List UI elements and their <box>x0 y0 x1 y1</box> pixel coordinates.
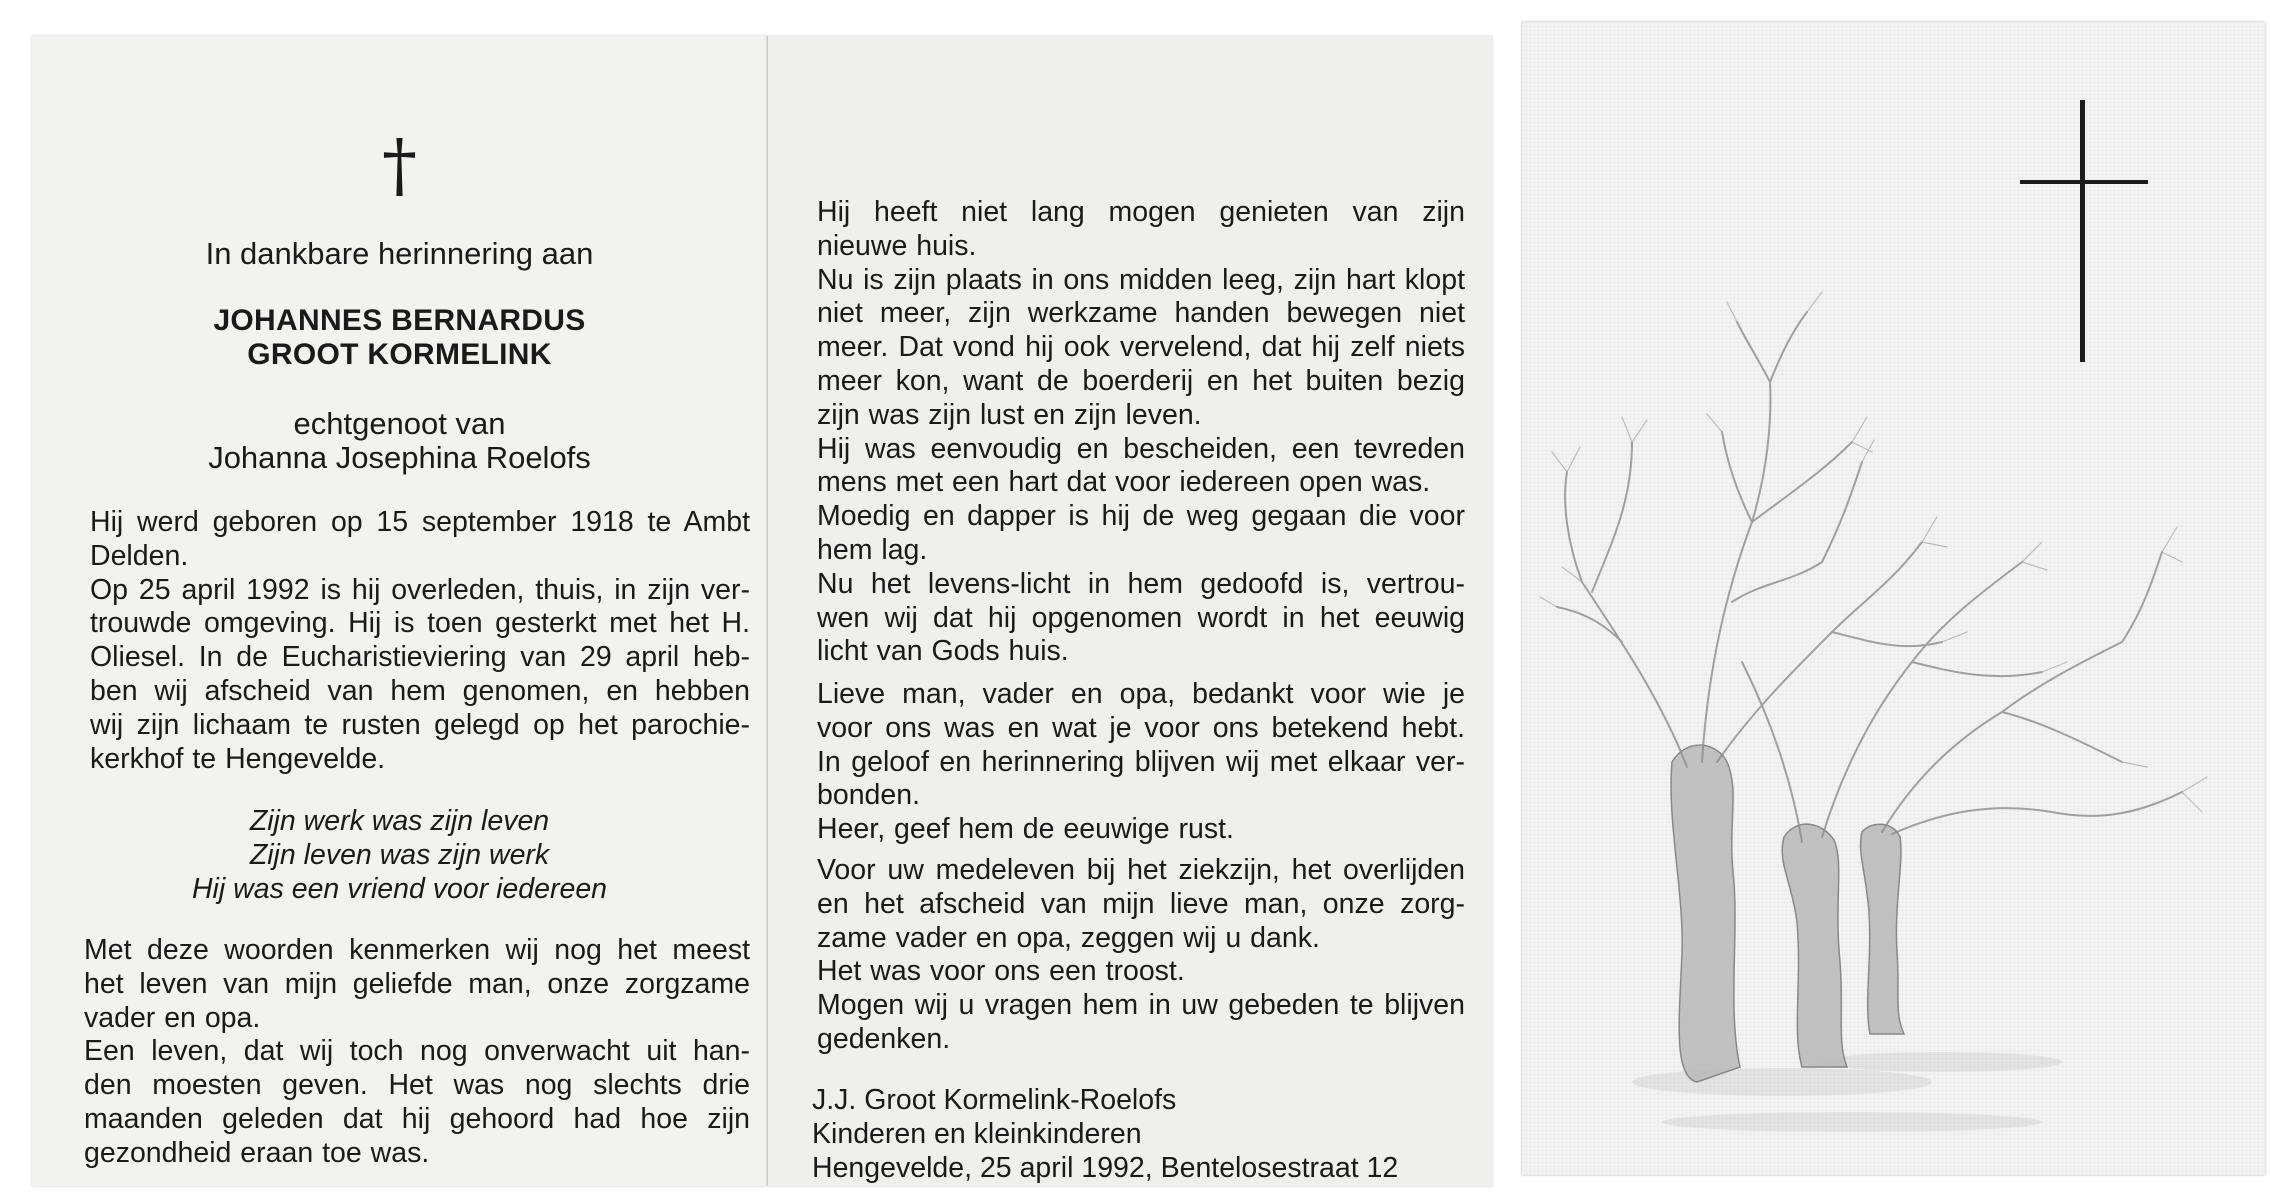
tree-branches <box>1557 312 2182 842</box>
poem-line: Zijn werk was zijn leven <box>249 805 550 837</box>
text-line: Nu het levens-licht in hem gedoofd is, vertrou- <box>817 567 1465 600</box>
text-line: hem lag. <box>817 533 928 566</box>
text-line: wij zijn lichaam te rusten gelegd op het parochie- <box>90 708 750 741</box>
spouse-label: echtgenoot van <box>293 406 506 441</box>
text-line: voor ons was en wat je voor ons betekend hebt. <box>817 711 1465 744</box>
widow-name: J.J. Groot Kormelink-Roelofs <box>812 1084 1177 1116</box>
text-line: het leven van mijn geliefde man, onze zorgzame <box>84 967 750 1000</box>
poem <box>32 804 767 906</box>
text-line: kerkhof te Hengevelde. <box>90 742 386 775</box>
text-line: Mogen wij u vragen hem in uw gebeden te blijven <box>817 989 1465 1022</box>
text-line: Hij heeft niet lang mogen genieten van zijn <box>817 196 1465 228</box>
signature-block <box>812 1083 1398 1185</box>
poem-line: Zijn leven was zijn werk <box>249 839 550 871</box>
text-line: licht van Gods huis. <box>817 635 1069 668</box>
text-line: Delden. <box>90 539 189 572</box>
text-line: meer kon, want de boerderij en het buiten bezig <box>817 364 1465 397</box>
text-line: Oliesel. In de Eucharistieviering van 29 april heb- <box>90 641 750 674</box>
text-line: Lieve man, vader en opa, bedankt voor wie je <box>817 678 1465 710</box>
text-line: Op 25 april 1992 is hij overleden, thuis, in zijn ver- <box>90 573 750 606</box>
text-line: vader en opa. <box>84 1001 261 1034</box>
text-line: wen wij dat hij opgenomen wordt in het eeuwig <box>817 601 1465 634</box>
card-cover <box>1522 22 2265 1175</box>
text-line: Nu is zijn plaats in ons midden leeg, zijn hart klopt <box>817 263 1465 296</box>
thanks-paragraph <box>817 854 1465 1057</box>
text-line: zijn was zijn lust en zijn leven. <box>817 398 1202 431</box>
text-line: Hij werd geboren op 15 september 1918 te Ambt <box>90 506 750 538</box>
text-line: maanden geleden dat hij gehoord had hoe zijn <box>84 1102 750 1135</box>
deceased-name-line1: JOHANNES BERNARDUS <box>213 304 586 337</box>
gratitude-paragraph <box>817 678 1465 847</box>
text-line: zame vader en opa, zeggen wij u dank. <box>817 921 1320 954</box>
card-fold-line <box>767 36 768 1186</box>
text-line: bonden. <box>817 779 921 812</box>
text-line: trouwde omgeving. Hij is toen gesterkt met het H. <box>90 607 750 640</box>
latin-cross-icon <box>2020 100 2148 362</box>
deceased-name-line2: GROOT KORMELINK <box>247 338 552 371</box>
place-date-address: Hengevelde, 25 april 1992, Bentelosestraat 12 <box>812 1152 1399 1184</box>
text-line: ben wij afscheid van hem genomen, en hebben <box>90 674 750 707</box>
text-line: den moesten geven. Het was nog slechts drie <box>84 1069 750 1102</box>
text-line: niet meer, zijn werkzame handen bewegen niet <box>817 297 1465 330</box>
text-line: gezondheid eraan toe was. <box>84 1136 430 1169</box>
memory-paragraph <box>817 196 1465 669</box>
bare-trees-illustration <box>1522 22 2265 1175</box>
card-page-left <box>32 36 767 1186</box>
text-line: Met deze woorden kenmerken wij nog het meest <box>84 934 750 966</box>
biography-paragraph <box>90 506 750 776</box>
text-line: mens met een hart dat voor iedereen open was. <box>817 466 1431 499</box>
spouse-name: Johanna Josephina Roelofs <box>208 440 591 475</box>
text-line: en het afscheid van mijn lieve man, onze zorg- <box>817 887 1465 920</box>
poem-line: Hij was een vriend voor iedereen <box>191 873 608 905</box>
tribute-paragraph <box>84 934 750 1171</box>
text-line: In geloof en herinnering blijven wij met elkaar ver- <box>817 745 1465 778</box>
text-line: Hij was eenvoudig en bescheiden, een tevreden <box>817 432 1465 465</box>
text-line: gedenken. <box>817 1022 951 1055</box>
text-line: Voor uw medeleven bij het ziekzijn, het overlijden <box>817 854 1465 886</box>
text-line: meer. Dat vond hij ook vervelend, dat hij zelf niets <box>817 331 1465 364</box>
text-line: Het was voor ons een troost. <box>817 955 1185 988</box>
tree-twigs <box>1540 292 2207 812</box>
cross-icon: † <box>382 124 417 206</box>
tree-trunks <box>1671 745 1904 1082</box>
text-line: Een leven, dat wij toch nog onverwacht uit han- <box>84 1035 750 1068</box>
text-line: nieuwe huis. <box>817 229 977 262</box>
intro-text: In dankbare herinnering aan <box>205 236 594 271</box>
family-line: Kinderen en kleinkinderen <box>812 1118 1142 1150</box>
text-line: Heer, geef hem de eeuwige rust. <box>817 813 1234 846</box>
card-page-right <box>767 36 1492 1186</box>
text-line: Moedig en dapper is hij de weg gegaan die voor <box>817 500 1465 533</box>
